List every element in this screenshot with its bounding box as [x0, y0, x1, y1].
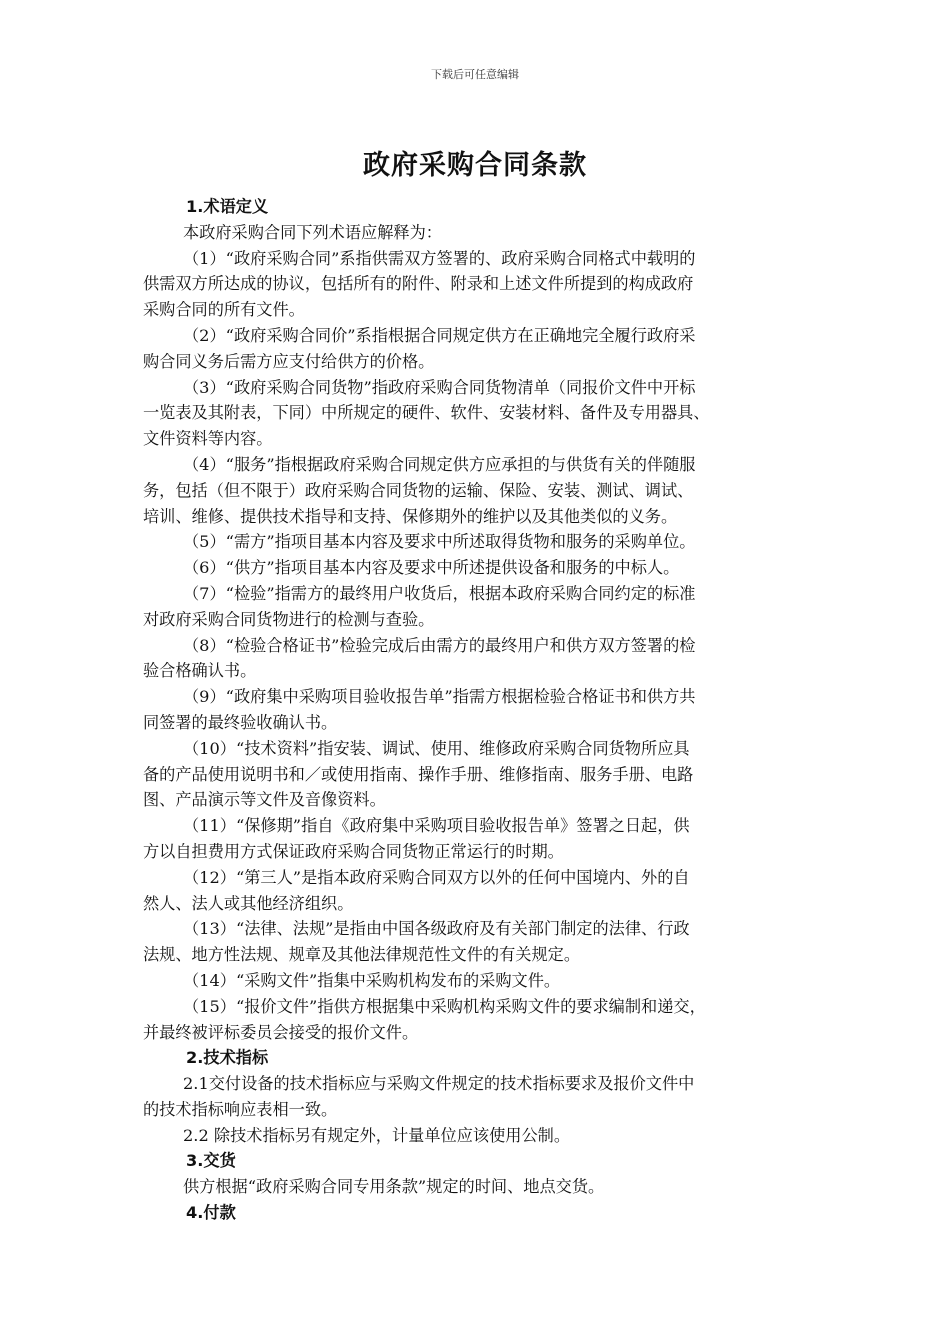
- paragraph-line: （3）“政府采购合同货物”指政府采购合同货物清单（同报价文件中开标: [183, 377, 696, 397]
- paragraph: [143, 246, 817, 323]
- paragraph: [143, 581, 817, 633]
- paragraph: [143, 968, 817, 994]
- paragraph-line: 并最终被评标委员会接受的报价文件。: [143, 1022, 419, 1042]
- paragraph-line: 2.2 除技术指标另有规定外，计量单位应该使用公制。: [183, 1125, 571, 1145]
- paragraph-line: （8）“检验合格证书”检验完成后由需方的最终用户和供方双方签署的检: [183, 635, 696, 655]
- paragraph-line: 验合格确认书。: [143, 661, 257, 681]
- paragraph-line: 对政府采购合同货物进行的检测与查验。: [143, 609, 435, 629]
- paragraph-line: 法规、地方性法规、规章及其他法律规范性文件的有关规定。: [143, 945, 581, 965]
- paragraph: [143, 555, 817, 581]
- paragraph-line: 然人、法人或其他经济组织。: [143, 893, 354, 913]
- paragraph-line: 2.1交付设备的技术指标应与采购文件规定的技术指标要求及报价文件中: [183, 1074, 695, 1094]
- paragraph-line: （10）“技术资料”指安装、调试、使用、维修政府采购合同货物所应具: [183, 738, 690, 758]
- paragraph-line: 图、产品演示等文件及音像资料。: [143, 790, 386, 810]
- section-heading: 1.术语定义: [186, 197, 269, 216]
- section-heading: 2.技术指标: [186, 1048, 269, 1068]
- header-note: 下载后可任意编辑: [431, 68, 519, 81]
- paragraph: [143, 865, 817, 917]
- document-body: [143, 194, 817, 1226]
- paragraph-line: （4）“服务”指根据政府采购合同规定供方应承担的与供货有关的伴随服: [183, 454, 696, 474]
- document-title: 政府采购合同条款: [363, 150, 587, 181]
- paragraph-line: 务，包括（但不限于）政府采购合同货物的运输、保险、安装、测试、调试、: [143, 480, 694, 500]
- paragraph-line: 供方根据“政府采购合同专用条款”规定的时间、地点交货。: [183, 1177, 605, 1197]
- paragraph-line: 的技术指标响应表相一致。: [143, 1099, 338, 1119]
- paragraph-line: （11）“保修期”指自《政府集中采购项目验收报告单》签署之日起，供: [183, 816, 690, 836]
- paragraph-line: 方以自担费用方式保证政府采购合同货物正常运行的时期。: [143, 841, 564, 861]
- paragraph-line: 同签署的最终验收确认书。: [143, 712, 338, 732]
- paragraph-line: 本政府采购合同下列术语应解释为：: [183, 222, 442, 242]
- section-heading: 4.付款: [186, 1203, 236, 1223]
- paragraph: [143, 220, 817, 246]
- paragraph: [143, 375, 817, 452]
- paragraph-line: （9）“政府集中采购项目验收报告单”指需方根据检验合格证书和供方共: [183, 687, 696, 707]
- paragraph-line: 文件资料等内容。: [143, 429, 273, 449]
- paragraph-line: 采购合同的所有文件。: [143, 300, 305, 320]
- paragraph-line: 一览表及其附表，下同）中所规定的硬件、软件、安装材料、备件及专用器具、: [143, 403, 710, 423]
- paragraph-line: （12）“第三人”是指本政府采购合同双方以外的任何中国境内、外的自: [183, 867, 690, 887]
- paragraph: [143, 736, 817, 813]
- section-heading: 3.交货: [186, 1151, 236, 1171]
- paragraph: [143, 633, 817, 685]
- paragraph: [143, 1071, 817, 1123]
- paragraph-line: （5）“需方”指项目基本内容及要求中所述取得货物和服务的采购单位。: [183, 532, 696, 552]
- paragraph-line: （13）“法律、法规”是指由中国各级政府及有关部门制定的法律、行政: [183, 919, 690, 939]
- paragraph-line: 购合同义务后需方应支付给供方的价格。: [143, 351, 435, 371]
- paragraph: [143, 529, 817, 555]
- paragraph-line: （14）“采购文件”指集中采购机构发布的采购文件。: [183, 970, 561, 990]
- paragraph: [143, 452, 817, 529]
- paragraph-line: 供需双方所达成的协议，包括所有的附件、附录和上述文件所提到的构成政府: [143, 274, 694, 294]
- paragraph: [143, 1174, 817, 1200]
- paragraph: [143, 813, 817, 865]
- paragraph-line: 培训、维修、提供技术指导和支持、保修期外的维护以及其他类似的义务。: [143, 506, 678, 526]
- paragraph: [143, 916, 817, 968]
- paragraph-line: （1）“政府采购合同”系指供需双方签署的、政府采购合同格式中载明的: [183, 248, 696, 268]
- paragraph-line: （6）“供方”指项目基本内容及要求中所述提供设备和服务的中标人。: [183, 558, 680, 578]
- paragraph: [143, 994, 817, 1046]
- paragraph-line: （2）“政府采购合同价”系指根据合同规定供方在正确地完全履行政府采: [183, 325, 696, 345]
- paragraph: [143, 1123, 817, 1149]
- paragraph: [143, 684, 817, 736]
- paragraph-line: 备的产品使用说明书和／或使用指南、操作手册、维修指南、服务手册、电路: [143, 764, 694, 784]
- paragraph: [143, 323, 817, 375]
- paragraph-line: （15）“报价文件”指供方根据集中采购机构采购文件的要求编制和递交，: [183, 996, 706, 1016]
- paragraph-line: （7）“检验”指需方的最终用户收货后，根据本政府采购合同约定的标准: [183, 583, 696, 603]
